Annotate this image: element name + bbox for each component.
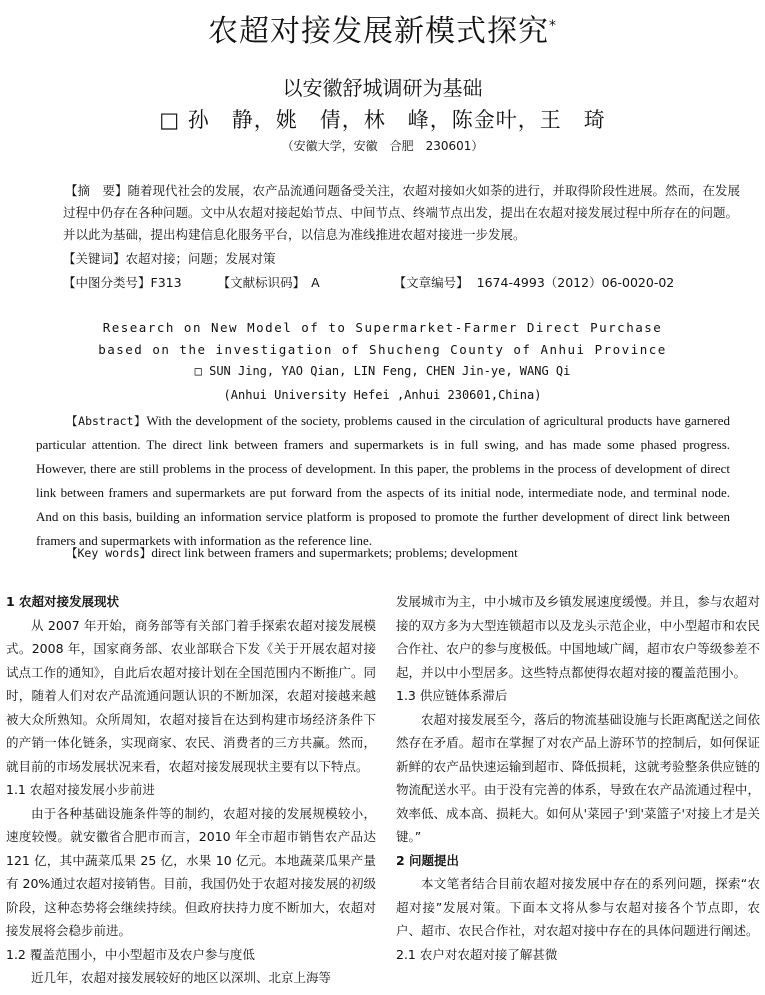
abstract-en-label: 【Abstract】: [66, 414, 147, 428]
keywords-zh-text: 农超对接；问题；发展对策: [125, 251, 276, 266]
doc-code-value: A: [311, 275, 320, 290]
keywords-en-text: direct link between framers and supermarkets; problems; development: [151, 545, 518, 560]
section-heading-1: 1 农超对接发展现状: [6, 594, 120, 609]
doc-code-label: 【文献标识码】: [217, 275, 306, 290]
title-footnote-mark: *: [549, 18, 557, 34]
english-title-line-2: based on the investigation of Shucheng County of Anhui Province: [98, 342, 667, 357]
english-title: [0, 317, 765, 361]
clc-label: 【中图分类号】: [63, 275, 151, 290]
keywords-zh: [63, 248, 743, 270]
paragraph: 农超对接发展至今，落后的物流基础设施与长距离配送之间依然存在矛盾。超市在掌握了对农产品上游环节的控制后，如何保证新鲜的农产品快速运输到超市、降低损耗，这就考验整条供应链的物流配送水平。由于没有完善的体系，导致在农产品流通过程中，效率低、成本高、损耗大。如何从'菜园子'到'菜篮子'对接上才是关键。”: [396, 711, 760, 844]
affiliation: （安徽大学，安徽 合肥 230601）: [281, 139, 484, 153]
subsection-heading-1-1: 1.1 农超对接发展小步前进: [6, 782, 155, 797]
paper-title-text: 农超对接发展新模式探究: [208, 14, 549, 49]
keywords-zh-label: 【关键词】: [63, 251, 126, 266]
subsection-heading-1-2: 1.2 覆盖范围小，中小型超市及农户参与度低: [6, 946, 255, 962]
body-left-column: [6, 590, 376, 990]
clc-value: F313: [150, 275, 182, 290]
abstract-zh-text: 随着现代社会的发展，农产品流通问题备受关注，农超对接如火如荼的进行，并取得阶段性进展。然而，在发展过程中仍存在各种问题。文中从农超对接起始节点、中间节点、终端节点出发，提出在农超对接发展过程中所存在的问题。并以此为基础，提出构建信息化服务平台，以信息为准线推进农超对接进一步发展。: [63, 183, 741, 242]
author-list: □ 孙 静，姚 倩，林 峰，陈金叶，王 琦: [159, 108, 606, 132]
subsection-heading-1-3: 1.3 供应链体系滞后: [396, 688, 508, 703]
paragraph: 由于各种基础设施条件等的制约，农超对接的发展规模较小，速度较慢。就安徽省合肥市而言，2010 年全市超市销售农产品达 121 亿，其中蔬菜瓜果 25 亿，水果 10 亿元。本地蔬菜瓜果产量有 20%通过农超对接销售。目前，我国仍处于农超对接发展的初级阶段，这种态势将会继续持续。但政府扶持力度不断加大，农超对接发展将会稳步前进。: [6, 805, 376, 938]
english-title-line-1: Research on New Model of to Supermarket-Farmer Direct Purchase: [102, 320, 663, 335]
abstract-en-text: With the development of the society, problems caused in the circulation of agricultural products have garnered particular attention. The direct link between framers and supermarkets is in full swing, and has made some phased progress. However, there are still problems in the process of development. In this paper, the problems in the process of development of direct link between framers and supermarkets are put forward from the aspects of its initial node, intermediate node, and terminal node. And on this basis, building an information service platform is proposed to promote the further development of direct link between framers and supermarkets with information as the reference line.: [36, 413, 731, 548]
classification-line: [63, 272, 743, 294]
paragraph: 本文笔者结合目前农超对接发展中存在的系列问题，探索“农超对接”发展对策。下面本文将从参与农超对接各个节点即，农户、超市、农民合作社，对农超对接中存在的具体问题进行阐述。: [396, 876, 760, 938]
abstract-zh: [63, 180, 743, 246]
abstract-en: [36, 409, 730, 553]
paragraph: 从 2007 年开始，商务部等有关部门着手探索农超对接发展模式。2008 年，国家商务部、农业部联合下发《关于开展农超对接试点工作的通知》，自此后农超对接计划在全国范围内不断推广。同时，随着人们对农产品流通问题认识的不断加深，农超对接越来越被大众所熟知。众所周知，农超对接旨在达到构建市场经济条件下的产销一体化链条，实现商家、农民、消费者的三方共赢。然而，就目前的市场发展状况来看，农超对接发展现状主要有以下特点。: [6, 617, 376, 774]
paper-subtitle: 以安徽舒城调研为基础: [282, 76, 483, 100]
section-heading-2: 2 问题提出: [396, 852, 460, 868]
article-number-value: 1674-4993（2012）06-0020-02: [476, 275, 675, 290]
paragraph: 近几年，农超对接发展较好的地区以深圳、北京上海等: [31, 970, 332, 985]
english-affiliation: (Anhui University Hefei ,Anhui 230601,China): [223, 388, 542, 402]
english-author-list: □ SUN Jing, YAO Qian, LIN Feng, CHEN Jin-ye, WANG Qi: [194, 364, 571, 378]
abstract-zh-label: 【摘 要】: [65, 183, 128, 198]
keywords-en-label: 【Key words】: [66, 546, 152, 560]
paper-title: [0, 6, 765, 50]
body-right-column: [396, 590, 760, 966]
subsection-heading-2-1: 2.1 农户对农超对接了解甚微: [396, 946, 558, 962]
keywords-en: [66, 545, 746, 561]
article-number-label: 【文章编号】: [393, 275, 469, 290]
paragraph: 发展城市为主，中小城市及乡镇发展速度缓慢。并且，参与农超对接的双方多为大型连锁超市以及龙头示范企业，中小型超市和农民合作社、农户的参与度极低。中国地域广阔，超市农户等级参差不起，并以中小型居多。这些特点都使得农超对接的覆盖范围小。: [396, 594, 760, 680]
